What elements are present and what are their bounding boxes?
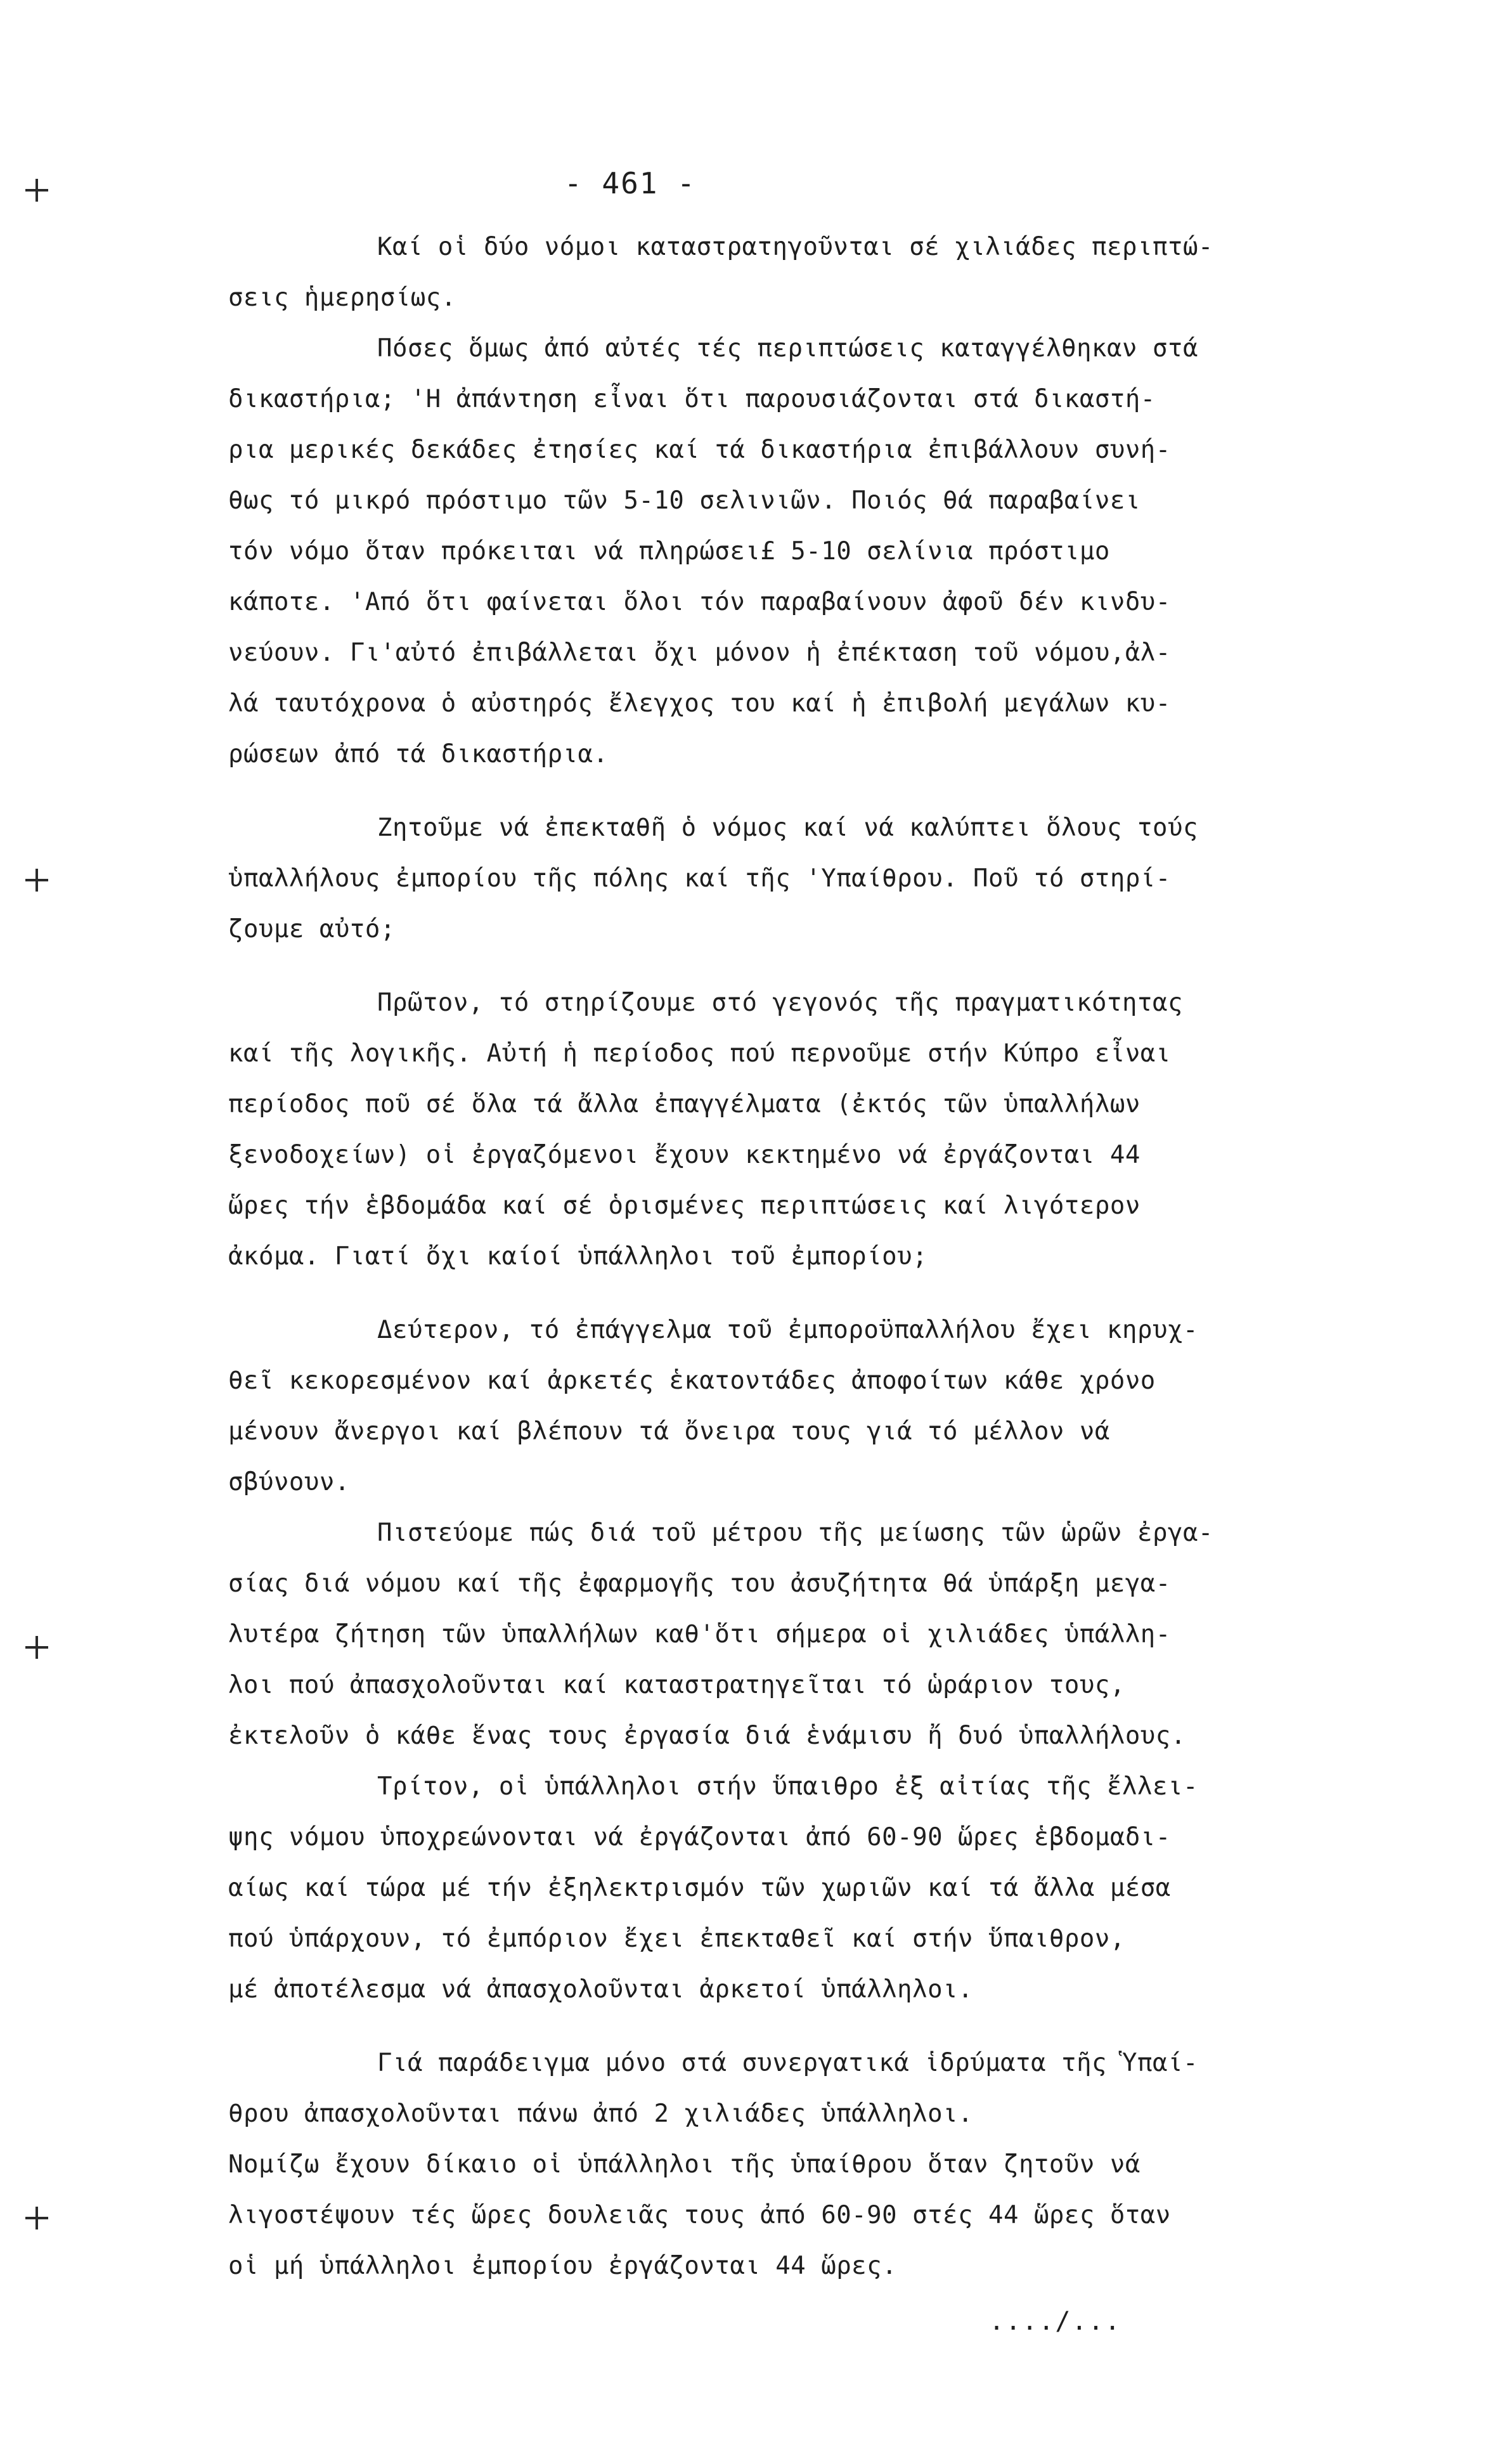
text-line: Τρίτον, οἱ ὑπάλληλοι στήν ὕπαιθρο ἐξ αἰτίας τῆς ἔλλει- (377, 1772, 1198, 1801)
text-line: ὥρες τήν ἑβδομάδα καί σέ ὁρισμένες περιπτώσεις καί λιγότερον (228, 1191, 1140, 1220)
text-line: περίοδος ποῦ σέ ὅλα τά ἄλλα ἐπαγγέλματα (ἐκτός τῶν ὑπαλλήλων (228, 1090, 1140, 1119)
text-line: Πρῶτον, τό στηρίζουμε στό γεγονός τῆς πραγματικότητας (377, 989, 1183, 1017)
text-line: Νομίζω ἔχουν δίκαιο οἱ ὑπάλληλοι τῆς ὑπαίθρου ὅταν ζητοῦν νά (228, 2150, 1140, 2179)
text-line: καί τῆς λογικῆς. Αὐτή ἡ περίοδος πού περνοῦμε στήν Κύπρο εἶναι (228, 1039, 1171, 1068)
text-line: θεῖ κεκορεσμένον καί ἀρκετές ἑκατοντάδες ἀποφοίτων κάθε χρόνο (228, 1366, 1156, 1395)
paragraph-6 (228, 1508, 1319, 1762)
text-line: δικαστήρια; 'Η ἀπάντηση εἶναι ὅτι παρουσιάζονται στά δικαστή- (228, 385, 1156, 413)
paragraph-3 (228, 803, 1319, 955)
continuation-marker: ..../... (989, 2307, 1121, 2336)
text-line: Πιστεύομε πώς διά τοῦ μέτρου τῆς μείωσης τῶν ὡρῶν ἐργα- (377, 1519, 1213, 1547)
text-line: πού ὑπάρχουν, τό ἐμπόριον ἔχει ἐπεκταθεῖ καί στήν ὕπαιθρον, (228, 1924, 1125, 1953)
text-line: σίας διά νόμου καί τῆς ἐφαρμογῆς του ἀσυζήτητα θά ὑπάρξη μεγα- (228, 1569, 1171, 1598)
text-line: θρου ἀπασχολοῦνται πάνω ἀπό 2 χιλιάδες ὑπάλληλοι. (228, 2099, 974, 2128)
text-line: ζουμε αὐτό; (228, 915, 396, 944)
text-line: Δεύτερον, τό ἐπάγγελμα τοῦ ἐμποροϋπαλλήλου ἔχει κηρυχ- (377, 1316, 1198, 1344)
text-line: ρώσεων ἀπό τά δικαστήρια. (228, 740, 609, 769)
text-line: ξενοδοχείων) οἱ ἐργαζόμενοι ἔχουν κεκτημένο νά ἐργάζονται 44 (228, 1141, 1140, 1169)
text-line: λιγοστέψουν τές ὥρες δουλειᾶς τους ἀπό 60-90 στές 44 ὥρες ὅταν (228, 2201, 1171, 2229)
text-line: ὑπαλλήλους ἐμπορίου τῆς πόλης καί τῆς 'Υπαίθρου. Ποῦ τό στηρί- (228, 864, 1171, 893)
margin-cross-mark (25, 869, 48, 892)
paragraph-2 (228, 323, 1319, 780)
text-line: Γιά παράδειγμα μόνο στά συνεργατικά ἱδρύματα τῆς Ὑπαί- (377, 2049, 1198, 2077)
text-line: Πόσες ὅμως ἀπό αὐτές τές περιπτώσεις καταγγέλθηκαν στά (377, 334, 1198, 363)
text-line: θως τό μικρό πρόστιμο τῶν 5-10 σελινιῶν. Ποιός θά παραβαίνει (228, 486, 1140, 515)
text-line: ψης νόμου ὑποχρεώνονται νά ἐργάζονται ἀπό 60-90 ὥρες ἑβδομαδι- (228, 1823, 1171, 1852)
paragraph-1 (228, 222, 1319, 323)
text-line: σβύνουν. (228, 1468, 350, 1496)
margin-cross-mark (25, 2207, 48, 2229)
text-line: σεις ἡμερησίως. (228, 283, 456, 312)
text-line: ἀκόμα. Γιατί ὄχι καίοί ὑπάλληλοι τοῦ ἐμπορίου; (228, 1242, 928, 1271)
paragraph-8 (228, 2038, 1319, 2292)
paragraph-4 (228, 978, 1319, 1282)
text-line: κάποτε. 'Από ὅτι φαίνεται ὅλοι τόν παραβαίνουν ἀφοῦ δέν κινδυ- (228, 588, 1171, 616)
text-line: τόν νόμο ὅταν πρόκειται νά πληρώσει£ 5-10 σελίνια πρόστιμο (228, 537, 1110, 566)
text-line: μέ ἀποτέλεσμα νά ἀπασχολοῦνται ἀρκετοί ὑπάλληλοι. (228, 1975, 974, 2004)
text-line: οἱ μή ὑπάλληλοι ἐμπορίου ἐργάζονται 44 ὥρες. (228, 2252, 898, 2280)
page-number: - 461 - (564, 166, 696, 200)
margin-cross-mark (25, 1636, 48, 1659)
text-line: Ζητοῦμε νά ἐπεκταθῆ ὁ νόμος καί νά καλύπτει ὅλους τούς (377, 814, 1198, 842)
paragraph-7 (228, 1762, 1319, 2015)
document-body (228, 222, 1319, 2292)
paragraph-5 (228, 1305, 1319, 1508)
margin-cross-mark (25, 179, 48, 202)
text-line: μένουν ἄνεργοι καί βλέπουν τά ὄνειρα τους γιά τό μέλλον νά (228, 1417, 1110, 1446)
text-line: λά ταυτόχρονα ὁ αὐστηρός ἔλεγχος του καί ἡ ἐπιβολή μεγάλων κυ- (228, 689, 1171, 718)
text-line: αίως καί τώρα μέ τήν ἐξηλεκτρισμόν τῶν χωριῶν καί τά ἄλλα μέσα (228, 1874, 1171, 1902)
text-line: ρια μερικές δεκάδες ἐτησίες καί τά δικαστήρια ἐπιβάλλουν συνή- (228, 436, 1171, 464)
text-line: Καί οἱ δύο νόμοι καταστρατηγοῦνται σέ χιλιάδες περιπτώ- (377, 233, 1213, 261)
text-line: λυτέρα ζήτηση τῶν ὑπαλλήλων καθ'ὅτι σήμερα οἱ χιλιάδες ὑπάλλη- (228, 1620, 1171, 1649)
text-line: νεύουν. Γι'αὐτό ἐπιβάλλεται ὄχι μόνον ἡ ἐπέκταση τοῦ νόμου,ἀλ- (228, 639, 1171, 667)
text-line: ἐκτελοῦν ὁ κάθε ἕνας τους ἐργασία διά ἑνάμισυ ἤ δυό ὑπαλλήλους. (228, 1722, 1186, 1750)
text-line: λοι πού ἀπασχολοῦνται καί καταστρατηγεῖται τό ὡράριον τους, (228, 1671, 1125, 1699)
